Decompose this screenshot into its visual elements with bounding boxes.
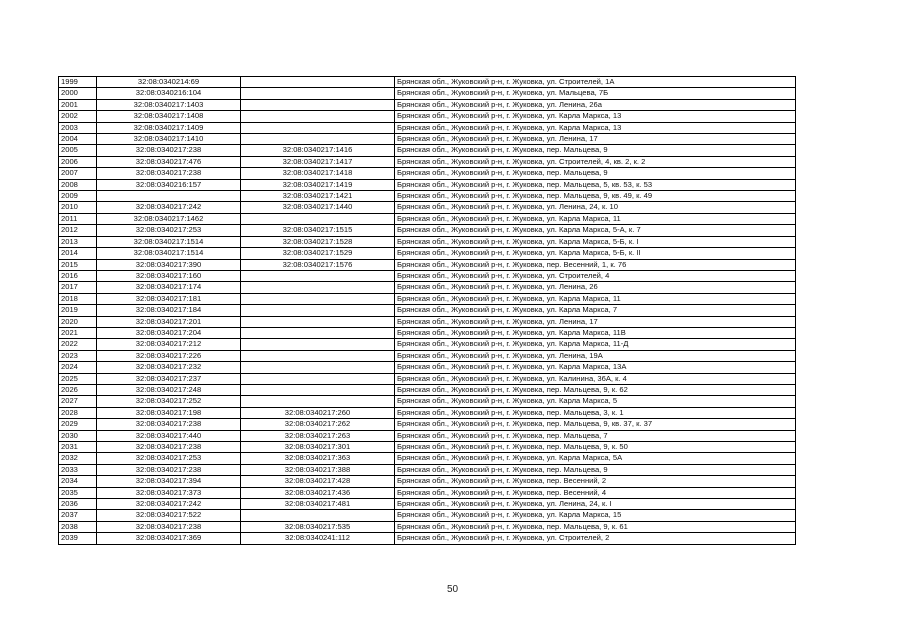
linked-cadastral-number-cell: 32:08:0340217:263 [241,430,395,441]
table-row [59,407,796,418]
address-cell: Брянская обл., Жуковский р-н, г. Жуковка, пер. Мальцева, 9 [395,464,796,475]
cadastral-number-cell: 32:08:0340217:252 [97,396,241,407]
cadastral-number-cell: 32:08:0340217:394 [97,476,241,487]
row-number-cell: 2019 [59,305,97,316]
cadastral-number-cell: 32:08:0340217:238 [97,145,241,156]
linked-cadastral-number-cell [241,134,395,145]
address-cell: Брянская обл., Жуковский р-н, г. Жуковка, ул. Карла Маркса, 5 [395,396,796,407]
address-cell: Брянская обл., Жуковский р-н, г. Жуковка, ул. Строителей, 2 [395,533,796,544]
cadastral-number-cell: 32:08:0340217:238 [97,168,241,179]
row-number-cell: 2015 [59,259,97,270]
cadastral-number-cell: 32:08:0340217:253 [97,225,241,236]
cadastral-number-cell: 32:08:0340214:69 [97,77,241,88]
cadastral-number-cell: 32:08:0340217:1409 [97,122,241,133]
linked-cadastral-number-cell: 32:08:0340217:1515 [241,225,395,236]
table-row [59,213,796,224]
page-number: 50 [446,584,459,595]
table-row [59,168,796,179]
cadastral-number-cell: 32:08:0340217:1403 [97,99,241,110]
row-number-cell: 2000 [59,88,97,99]
address-cell: Брянская обл., Жуковский р-н, г. Жуковка, ул. Ленина, 17 [395,316,796,327]
cadastral-number-cell: 32:08:0340217:181 [97,293,241,304]
table-row [59,373,796,384]
table-row [59,111,796,122]
table-row [59,316,796,327]
cadastral-number-cell: 32:08:0340217:522 [97,510,241,521]
table-row [59,156,796,167]
table-row [59,453,796,464]
address-cell: Брянская обл., Жуковский р-н, г. Жуковка, ул. Калинина, 36А, к. 4 [395,373,796,384]
row-number-cell: 2035 [59,487,97,498]
cadastral-number-cell: 32:08:0340217:1408 [97,111,241,122]
linked-cadastral-number-cell [241,350,395,361]
row-number-cell: 2023 [59,350,97,361]
row-number-cell: 2032 [59,453,97,464]
address-cell: Брянская обл., Жуковский р-н, г. Жуковка, ул. Ленина, 24, к. 10 [395,202,796,213]
address-cell: Брянская обл., Жуковский р-н, г. Жуковка, ул. Ленина, 26а [395,99,796,110]
table-row [59,88,796,99]
address-cell: Брянская обл., Жуковский р-н, г. Жуковка, пер. Мальцева, 9 [395,168,796,179]
table-row [59,442,796,453]
table-row [59,134,796,145]
table-row [59,396,796,407]
row-number-cell: 2012 [59,225,97,236]
address-cell: Брянская обл., Жуковский р-н, г. Жуковка, пер. Весенний, 4 [395,487,796,498]
row-number-cell: 2037 [59,510,97,521]
address-cell: Брянская обл., Жуковский р-н, г. Жуковка, пер. Мальцева, 9, кв. 49, к. 49 [395,191,796,202]
address-cell: Брянская обл., Жуковский р-н, г. Жуковка, пер. Весенний, 1, к. 76 [395,259,796,270]
row-number-cell: 2031 [59,442,97,453]
table-row [59,339,796,350]
linked-cadastral-number-cell [241,362,395,373]
cadastral-number-cell: 32:08:0340217:1514 [97,248,241,259]
linked-cadastral-number-cell [241,327,395,338]
linked-cadastral-number-cell [241,122,395,133]
linked-cadastral-number-cell [241,510,395,521]
row-number-cell: 2036 [59,499,97,510]
address-cell: Брянская обл., Жуковский р-н, г. Жуковка, ул. Строителей, 4, кв. 2, к. 2 [395,156,796,167]
linked-cadastral-number-cell: 32:08:0340217:1529 [241,248,395,259]
address-cell: Брянская обл., Жуковский р-н, г. Жуковка, ул. Карла Маркса, 13 [395,111,796,122]
row-number-cell: 2026 [59,384,97,395]
cadastral-number-cell: 32:08:0340216:104 [97,88,241,99]
table-row [59,236,796,247]
cadastral-number-cell: 32:08:0340217:253 [97,453,241,464]
cadastral-number-cell: 32:08:0340217:237 [97,373,241,384]
address-cell: Брянская обл., Жуковский р-н, г. Жуковка, пер. Весенний, 2 [395,476,796,487]
linked-cadastral-number-cell: 32:08:0340217:1440 [241,202,395,213]
table-row [59,476,796,487]
linked-cadastral-number-cell [241,293,395,304]
linked-cadastral-number-cell: 32:08:0340217:363 [241,453,395,464]
table-row [59,225,796,236]
address-cell: Брянская обл., Жуковский р-н, г. Жуковка, пер. Мальцева, 9, к. 50 [395,442,796,453]
linked-cadastral-number-cell [241,396,395,407]
cadastral-number-cell: 32:08:0340217:440 [97,430,241,441]
address-cell: Брянская обл., Жуковский р-н, г. Жуковка, пер. Мальцева, 5, кв. 53, к. 53 [395,179,796,190]
table-body [59,77,796,545]
address-cell: Брянская обл., Жуковский р-н, г. Жуковка, ул. Карла Маркса, 15 [395,510,796,521]
address-cell: Брянская обл., Жуковский р-н, г. Жуковка, пер. Мальцева, 9 [395,145,796,156]
address-cell: Брянская обл., Жуковский р-н, г. Жуковка, ул. Карла Маркса, 13 [395,122,796,133]
table-row [59,510,796,521]
address-cell: Брянская обл., Жуковский р-н, г. Жуковка, ул. Ленина, 26 [395,282,796,293]
address-cell: Брянская обл., Жуковский р-н, г. Жуковка, ул. Карла Маркса, 11В [395,327,796,338]
table-row [59,282,796,293]
row-number-cell: 2004 [59,134,97,145]
table-row [59,99,796,110]
table-row [59,327,796,338]
linked-cadastral-number-cell: 32:08:0340217:481 [241,499,395,510]
cadastral-number-cell: 32:08:0340217:204 [97,327,241,338]
table-row [59,384,796,395]
row-number-cell: 2016 [59,270,97,281]
cadastral-number-cell: 32:08:0340217:238 [97,521,241,532]
linked-cadastral-number-cell [241,384,395,395]
address-cell: Брянская обл., Жуковский р-н, г. Жуковка, ул. Карла Маркса, 11-Д [395,339,796,350]
table-row [59,202,796,213]
row-number-cell: 2008 [59,179,97,190]
linked-cadastral-number-cell: 32:08:0340217:262 [241,419,395,430]
row-number-cell: 2028 [59,407,97,418]
row-number-cell: 2038 [59,521,97,532]
address-cell: Брянская обл., Жуковский р-н, г. Жуковка, ул. Ленина, 17 [395,134,796,145]
linked-cadastral-number-cell [241,270,395,281]
linked-cadastral-number-cell: 32:08:0340241:112 [241,533,395,544]
linked-cadastral-number-cell [241,111,395,122]
table-row [59,464,796,475]
address-cell: Брянская обл., Жуковский р-н, г. Жуковка, пер. Мальцева, 3, к. 1 [395,407,796,418]
table-row [59,362,796,373]
address-cell: Брянская обл., Жуковский р-н, г. Жуковка, ул. Строителей, 1А [395,77,796,88]
row-number-cell: 2029 [59,419,97,430]
linked-cadastral-number-cell: 32:08:0340217:388 [241,464,395,475]
cadastral-number-cell: 32:08:0340216:157 [97,179,241,190]
row-number-cell: 2024 [59,362,97,373]
linked-cadastral-number-cell [241,77,395,88]
linked-cadastral-number-cell [241,316,395,327]
table-row [59,179,796,190]
cadastral-number-cell: 32:08:0340217:232 [97,362,241,373]
row-number-cell: 2010 [59,202,97,213]
row-number-cell: 2027 [59,396,97,407]
cadastral-number-cell [97,191,241,202]
address-cell: Брянская обл., Жуковский р-н, г. Жуковка, ул. Карла Маркса, 5-А, к. 7 [395,225,796,236]
address-cell: Брянская обл., Жуковский р-н, г. Жуковка, ул. Карла Маркса, 7 [395,305,796,316]
cadastral-number-cell: 32:08:0340217:174 [97,282,241,293]
cadastral-number-cell: 32:08:0340217:248 [97,384,241,395]
address-cell: Брянская обл., Жуковский р-н, г. Жуковка, ул. Ленина, 19А [395,350,796,361]
linked-cadastral-number-cell [241,282,395,293]
row-number-cell: 2007 [59,168,97,179]
cadastral-number-cell: 32:08:0340217:160 [97,270,241,281]
linked-cadastral-number-cell: 32:08:0340217:1576 [241,259,395,270]
row-number-cell: 2018 [59,293,97,304]
linked-cadastral-number-cell [241,99,395,110]
cadastral-number-cell: 32:08:0340217:369 [97,533,241,544]
table-row [59,419,796,430]
table-row [59,293,796,304]
linked-cadastral-number-cell [241,213,395,224]
cadastral-number-cell: 32:08:0340217:198 [97,407,241,418]
address-cell: Брянская обл., Жуковский р-н, г. Жуковка, ул. Мальцева, 7Б [395,88,796,99]
row-number-cell: 2011 [59,213,97,224]
address-cell: Брянская обл., Жуковский р-н, г. Жуковка, ул. Карла Маркса, 5-Б, к. I [395,236,796,247]
cadastral-number-cell: 32:08:0340217:226 [97,350,241,361]
cadastral-number-cell: 32:08:0340217:373 [97,487,241,498]
row-number-cell: 2034 [59,476,97,487]
linked-cadastral-number-cell: 32:08:0340217:1417 [241,156,395,167]
linked-cadastral-number-cell: 32:08:0340217:535 [241,521,395,532]
cadastral-number-cell: 32:08:0340217:238 [97,442,241,453]
address-cell: Брянская обл., Жуковский р-н, г. Жуковка, ул. Карла Маркса, 11 [395,213,796,224]
address-cell: Брянская обл., Жуковский р-н, г. Жуковка, ул. Ленина, 24, к. I [395,499,796,510]
cadastral-number-cell: 32:08:0340217:238 [97,464,241,475]
row-number-cell: 2021 [59,327,97,338]
linked-cadastral-number-cell: 32:08:0340217:428 [241,476,395,487]
cadastral-number-cell: 32:08:0340217:238 [97,419,241,430]
row-number-cell: 2002 [59,111,97,122]
linked-cadastral-number-cell: 32:08:0340217:260 [241,407,395,418]
table-row [59,487,796,498]
address-cell: Брянская обл., Жуковский р-н, г. Жуковка, ул. Карла Маркса, 5-Б, к. II [395,248,796,259]
row-number-cell: 2017 [59,282,97,293]
cadastral-number-cell: 32:08:0340217:1410 [97,134,241,145]
table-row [59,533,796,544]
address-cell: Брянская обл., Жуковский р-н, г. Жуковка, ул. Карла Маркса, 5А [395,453,796,464]
row-number-cell: 2022 [59,339,97,350]
cadastral-number-cell: 32:08:0340217:212 [97,339,241,350]
table-row [59,430,796,441]
table-row [59,499,796,510]
table-row [59,305,796,316]
address-cell: Брянская обл., Жуковский р-н, г. Жуковка, пер. Мальцева, 9, к. 62 [395,384,796,395]
linked-cadastral-number-cell: 32:08:0340217:1421 [241,191,395,202]
row-number-cell: 2006 [59,156,97,167]
table-row [59,77,796,88]
row-number-cell: 2005 [59,145,97,156]
address-cell: Брянская обл., Жуковский р-н, г. Жуковка, ул. Карла Маркса, 13А [395,362,796,373]
row-number-cell: 2014 [59,248,97,259]
table-row [59,122,796,133]
cadastral-number-cell: 32:08:0340217:242 [97,499,241,510]
table-row [59,521,796,532]
linked-cadastral-number-cell [241,305,395,316]
address-cell: Брянская обл., Жуковский р-н, г. Жуковка, пер. Мальцева, 7 [395,430,796,441]
cadastral-number-cell: 32:08:0340217:390 [97,259,241,270]
row-number-cell: 2013 [59,236,97,247]
linked-cadastral-number-cell: 32:08:0340217:301 [241,442,395,453]
row-number-cell: 1999 [59,77,97,88]
cadastral-number-cell: 32:08:0340217:1462 [97,213,241,224]
address-cell: Брянская обл., Жуковский р-н, г. Жуковка, ул. Карла Маркса, 11 [395,293,796,304]
linked-cadastral-number-cell: 32:08:0340217:1416 [241,145,395,156]
address-cell: Брянская обл., Жуковский р-н, г. Жуковка, пер. Мальцева, 9, кв. 37, к. 37 [395,419,796,430]
cadastral-number-cell: 32:08:0340217:242 [97,202,241,213]
row-number-cell: 2025 [59,373,97,384]
linked-cadastral-number-cell: 32:08:0340217:436 [241,487,395,498]
address-cell: Брянская обл., Жуковский р-н, г. Жуковка, пер. Мальцева, 9, к. 61 [395,521,796,532]
address-cell: Брянская обл., Жуковский р-н, г. Жуковка, ул. Строителей, 4 [395,270,796,281]
linked-cadastral-number-cell [241,373,395,384]
linked-cadastral-number-cell: 32:08:0340217:1418 [241,168,395,179]
cadastral-number-cell: 32:08:0340217:201 [97,316,241,327]
table-row [59,145,796,156]
cadastral-number-cell: 32:08:0340217:184 [97,305,241,316]
row-number-cell: 2001 [59,99,97,110]
row-number-cell: 2033 [59,464,97,475]
row-number-cell: 2030 [59,430,97,441]
cadastral-number-cell: 32:08:0340217:1514 [97,236,241,247]
linked-cadastral-number-cell [241,339,395,350]
property-register-table [58,76,796,545]
linked-cadastral-number-cell: 32:08:0340217:1419 [241,179,395,190]
row-number-cell: 2009 [59,191,97,202]
row-number-cell: 2003 [59,122,97,133]
table-row [59,248,796,259]
linked-cadastral-number-cell [241,88,395,99]
table-row [59,191,796,202]
table-row [59,259,796,270]
row-number-cell: 2039 [59,533,97,544]
linked-cadastral-number-cell: 32:08:0340217:1528 [241,236,395,247]
cadastral-number-cell: 32:08:0340217:476 [97,156,241,167]
row-number-cell: 2020 [59,316,97,327]
table-row [59,270,796,281]
table-row [59,350,796,361]
